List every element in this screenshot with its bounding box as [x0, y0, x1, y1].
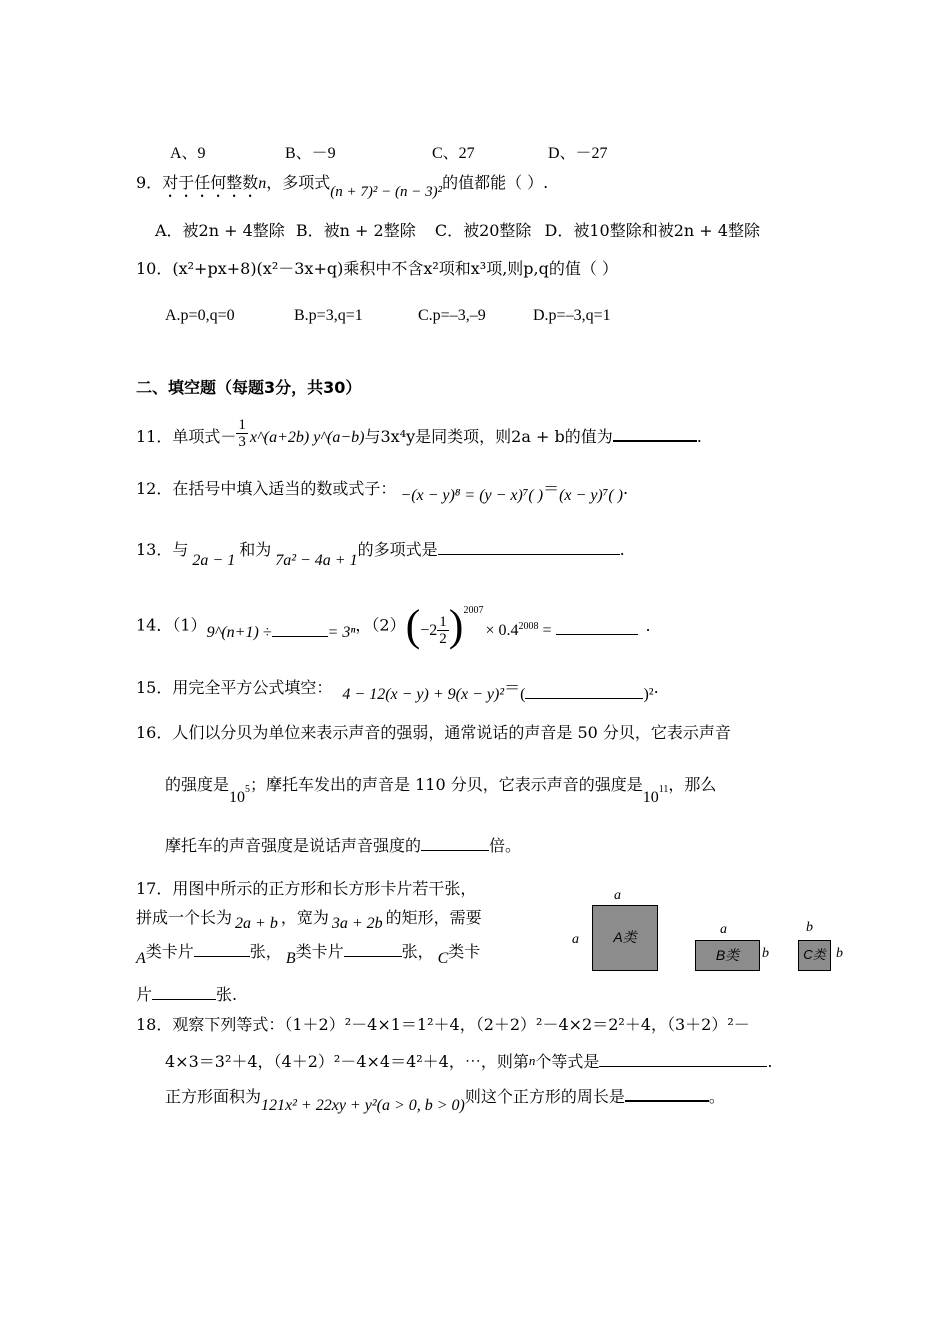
q15-number: 15．	[136, 678, 173, 697]
card-a-side-label: a	[572, 932, 579, 947]
q14-sep: ，	[355, 615, 372, 635]
q11-stem	[136, 417, 702, 450]
q16-answer-blank[interactable]	[421, 834, 489, 851]
card-b-top-label: a	[720, 922, 727, 937]
q14-expr-1b: = 3ⁿ	[327, 623, 356, 641]
q12-eq: ＝	[543, 479, 560, 498]
q16-line-2c: ，那么	[668, 775, 717, 794]
card-c: C类	[798, 940, 831, 971]
q17-number: 17．	[136, 879, 173, 898]
q8-option-c: C、27	[432, 145, 475, 162]
q11-monomial: x^(a+2b) y^(a−b)	[249, 429, 365, 446]
q17-line-3c: 类卡片	[295, 942, 344, 961]
q9-text-1: 对于任何整数	[162, 173, 259, 192]
q10-text: (x²+px+8)(x²－3x+q)乘积中不含x²项和x³项,则p,q的值（ ）	[172, 259, 618, 278]
q16-power-1-base: 10	[229, 789, 246, 806]
q16-line-3a: 摩托车的声音强度是说话声音强度的	[165, 836, 422, 855]
q17-line-1	[136, 878, 476, 900]
q18-line-2	[165, 1050, 772, 1074]
q13-expr-1: 2a − 1	[192, 552, 236, 569]
q17-line-3e: 类卡	[448, 942, 481, 961]
q9-expr: (n + 7)² − (n − 3)²	[330, 184, 443, 200]
q12-expr-2: (x − y)⁷( )	[559, 487, 623, 504]
q18-line-2a: 4×3＝3²＋4，（4＋2）²－4×4＝4²＋4，⋯，则第	[165, 1052, 529, 1071]
q14-mixed-whole: −2	[420, 621, 438, 639]
q10-stem	[136, 258, 618, 280]
q18-line-1-text: 观察下列等式：（1＋2）²－4×1＝1²＋4，（2＋2）²－4×2＝2²＋4，（3＋2）²－	[172, 1015, 750, 1034]
q16-power-2-base: 10	[642, 789, 659, 806]
q16-line-3	[165, 834, 521, 857]
q18-line-3a: 正方形面积为	[165, 1087, 262, 1106]
q10-option-a: A.p=0,q=0	[165, 307, 235, 324]
q16-line-2a: 的强度是	[165, 775, 230, 794]
q16-line-2b: ；摩托车发出的声音是 110 分贝，它表示声音的强度是	[250, 775, 643, 794]
q18-line-3	[165, 1084, 725, 1114]
q17-blank-a[interactable]	[194, 940, 250, 957]
q9-option-b: B．被n + 2整除	[295, 221, 416, 240]
q14-blank-2[interactable]	[556, 618, 638, 635]
q14-blank-1[interactable]	[272, 620, 328, 637]
q14-expr-1a: 9^(n+1) ÷	[206, 623, 272, 641]
q15-expr: 4 − 12(x − y) + 9(x − y)²	[342, 686, 505, 703]
q17-width: 3a + 2b	[331, 915, 383, 932]
q17-var-b: B	[285, 950, 296, 967]
q17-line-2c: 的矩形，需要	[385, 908, 482, 927]
q18-line-2c: .	[767, 1052, 773, 1071]
q11-frac-num: 1	[238, 417, 246, 433]
q14-number: 14．	[136, 615, 173, 635]
q17-line-2a: 拼成一个长为	[136, 908, 233, 927]
q15-answer-blank[interactable]	[525, 682, 643, 699]
q14-times: × 0.4	[485, 621, 519, 639]
q16-line-2	[165, 774, 717, 806]
q14-stem	[136, 601, 651, 650]
q13-text-2: 和为	[239, 540, 272, 559]
q14-part-1: （1）	[172, 615, 207, 635]
section-2-title: 二、填空题（每题3分，共30）	[136, 378, 362, 397]
q14-exp-2008: 2008	[518, 620, 539, 632]
q16-line-1	[136, 722, 731, 744]
q11-text-2: 与3x⁴y是同类项，则2a + b的值为	[364, 427, 613, 446]
q10-option-b: B.p=3,q=1	[294, 307, 363, 324]
q17-line-3a: 类卡片	[145, 942, 194, 961]
q10-option-c: C.p=–3,–9	[418, 307, 486, 324]
q15-right-paren: )²	[643, 686, 654, 703]
q9-text-3: 的值都能（ ）.	[442, 173, 549, 192]
q8-option-b: B、－9	[285, 145, 336, 162]
q18-blank-2[interactable]	[625, 1084, 709, 1102]
q12-text-1: 在括号中填入适当的数或式子：	[172, 479, 397, 498]
q13-expr-2: 7a² − 4a + 1	[275, 552, 358, 569]
q18-line-3b: 则这个正方形的周长是	[464, 1087, 625, 1106]
q16-power-1-exp: 5	[245, 784, 251, 795]
q17-line-1-text: 用图中所示的正方形和长方形卡片若干张，	[172, 879, 477, 898]
q18-number: 18．	[136, 1015, 173, 1034]
card-c-side-label: b	[836, 946, 843, 961]
q9-option-c: C．被20整除	[434, 221, 532, 240]
q14-frac-num: 1	[439, 613, 447, 630]
q18-line-3c: 。	[708, 1087, 725, 1106]
q13-stem	[136, 538, 625, 569]
q13-text-3: 的多项式是	[357, 540, 438, 559]
q11-frac-den: 3	[238, 434, 246, 450]
q14-frac-den: 2	[439, 630, 447, 647]
q14-exp-2007: 2007	[463, 604, 484, 616]
q17-line-2	[136, 907, 482, 930]
q17-length: 2a + b	[235, 915, 278, 932]
q11-number: 11．	[136, 427, 173, 446]
q15-left-paren: (	[520, 686, 526, 703]
card-b-side-label: b	[762, 946, 769, 961]
q17-line-2b: ，宽为	[280, 908, 329, 927]
q14-right-paren: )	[448, 601, 464, 650]
q18-line-1	[136, 1014, 750, 1036]
q16-line-3b: 倍。	[489, 836, 522, 855]
q8-option-a: A、9	[170, 145, 206, 162]
card-a: A类	[592, 905, 658, 971]
q14-left-paren: (	[405, 601, 421, 650]
q13-number: 13．	[136, 540, 173, 559]
q14-part-2: （2）	[371, 615, 406, 635]
q15-text-1: 用完全平方公式填空：	[172, 678, 333, 697]
q9-option-d: D．被10整除和被2n + 4整除	[544, 221, 760, 240]
q11-text-1: 单项式－	[172, 427, 237, 446]
q11-answer-blank[interactable]	[613, 424, 697, 442]
q17-line-3	[136, 940, 481, 967]
q9-var: n	[258, 175, 267, 192]
q17-blank-b[interactable]	[344, 940, 402, 957]
q18-blank-1[interactable]	[599, 1050, 767, 1067]
q17-var-c: C	[437, 950, 449, 967]
q14-fraction	[437, 614, 449, 647]
q17-line-3b: 张，	[249, 942, 282, 961]
q12-end: .	[622, 479, 629, 498]
card-c-top-label: b	[806, 920, 813, 935]
q16-power-2-exp: 11	[658, 784, 669, 795]
q18-var-n: n	[528, 1053, 536, 1068]
q16-number: 16．	[136, 723, 173, 742]
q9-option-a: A．被2n + 4整除	[155, 221, 285, 240]
card-a-top-label: a	[614, 888, 621, 903]
q18-line-2b: 个等式是	[535, 1052, 600, 1071]
q15-stem	[136, 676, 659, 703]
q11-fraction	[236, 417, 248, 450]
q12-number: 12．	[136, 479, 173, 498]
q14-eq: =	[542, 621, 552, 639]
q18-expr: 121x² + 22xy + y²(a > 0, b > 0)	[261, 1097, 465, 1114]
q17-line-3d: 张，	[401, 942, 434, 961]
q15-eq: ＝	[504, 678, 521, 697]
q15-end: .	[653, 678, 659, 697]
q10-number: 10．	[136, 259, 173, 278]
q11-end: .	[696, 427, 702, 446]
q13-text-1: 与	[172, 540, 189, 559]
q17-var-a: A	[136, 950, 146, 967]
q13-end: .	[619, 540, 625, 559]
q17-line-4a: 片	[136, 985, 153, 1004]
q9-options	[155, 220, 760, 242]
card-b: B类	[695, 940, 760, 971]
q8-option-d: D、－27	[548, 145, 608, 162]
q12-expr-1: −(x − y)⁸ = (y − x)⁷( )	[400, 487, 544, 504]
q17-blank-c[interactable]	[152, 983, 216, 1000]
q14-end: .	[645, 615, 651, 635]
q17-line-4	[136, 983, 237, 1006]
q9-number: 9．	[136, 173, 163, 192]
q9-text-2: ，多项式	[266, 173, 331, 192]
q9-stem	[136, 172, 548, 201]
q16-line-1-text: 人们以分贝为单位来表示声音的强弱，通常说话的声音是 50 分贝，它表示声音	[172, 723, 731, 742]
q12-stem	[136, 478, 629, 504]
q13-answer-blank[interactable]	[438, 538, 620, 555]
q10-option-d: D.p=–3,q=1	[533, 307, 611, 324]
q17-line-4b: 张.	[216, 985, 238, 1004]
